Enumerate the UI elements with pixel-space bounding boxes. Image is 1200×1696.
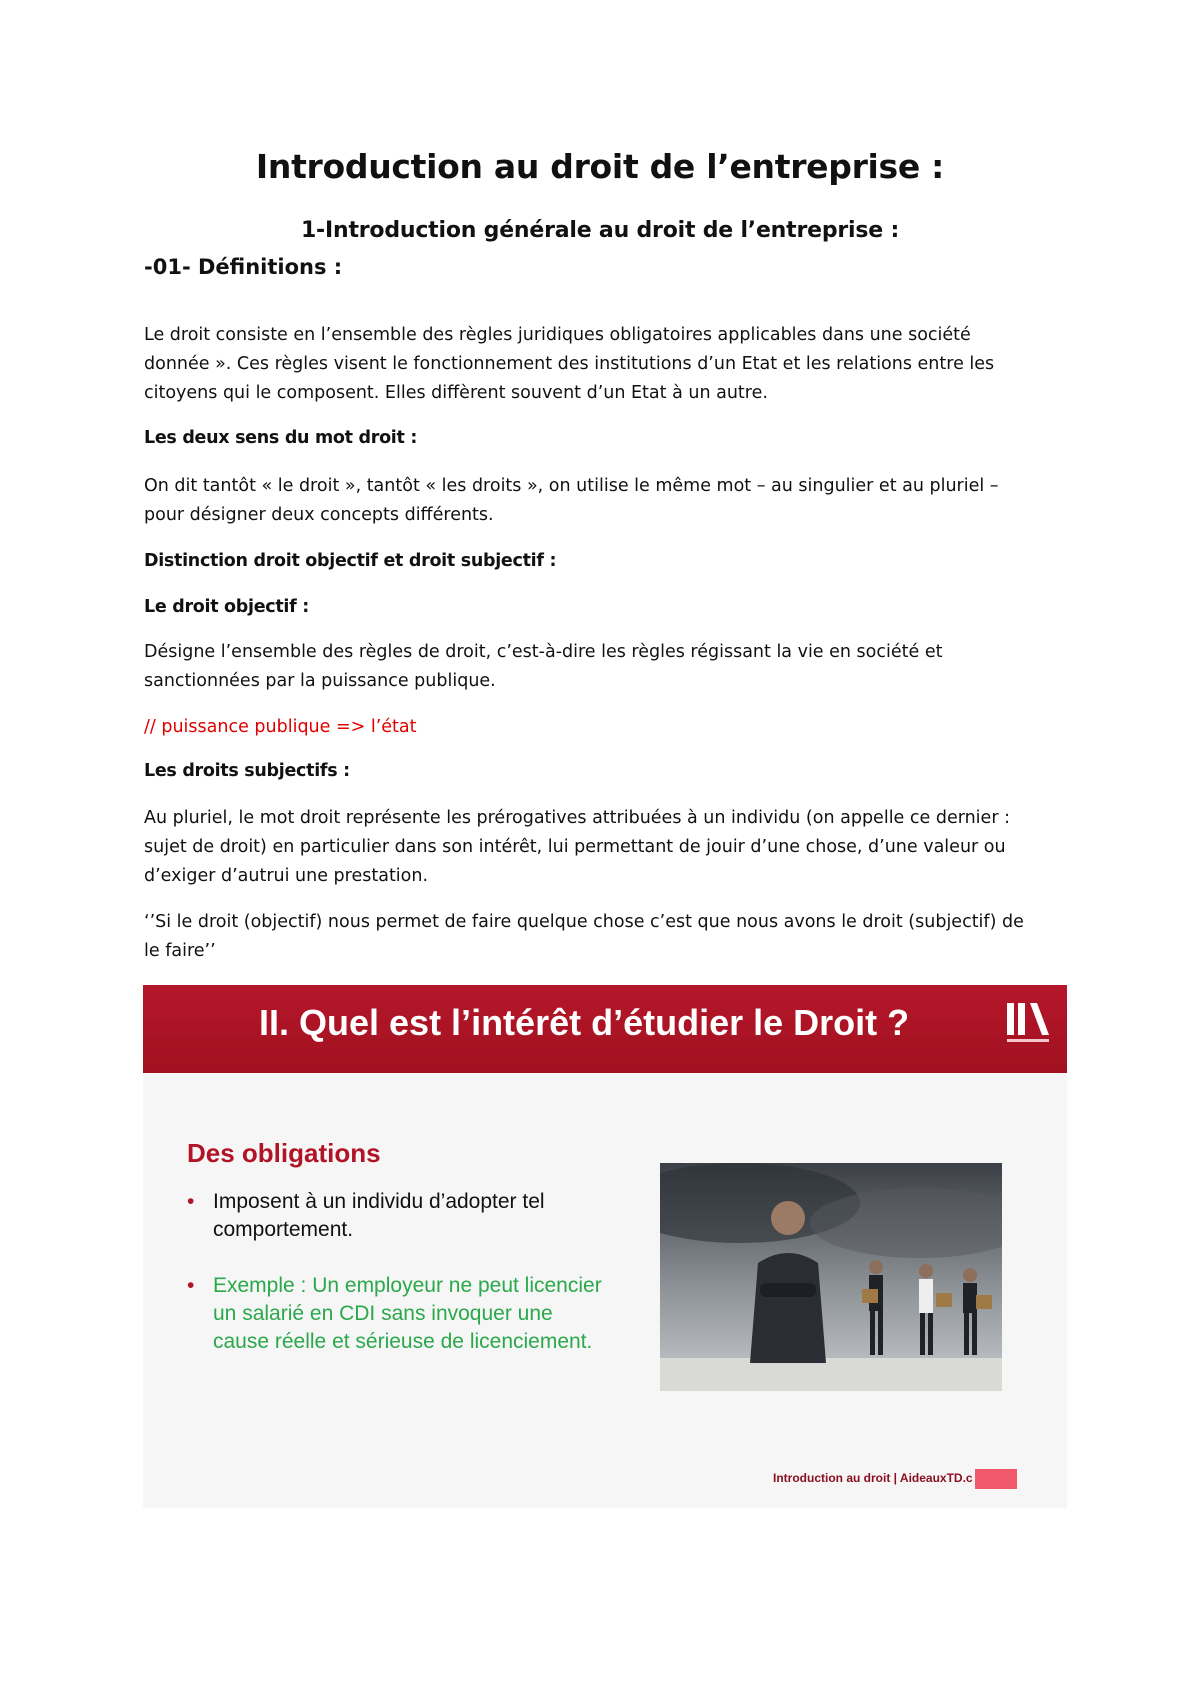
subjectifs-heading: Les droits subjectifs : xyxy=(144,761,350,781)
aideauxtd-logo-icon xyxy=(1003,997,1055,1049)
slide-title: II. Quel est l’intérêt d’étudier le Droit ? xyxy=(259,1002,910,1043)
slide-footer: Introduction au droit | AideauxTD.c xyxy=(773,1471,973,1485)
quote-paragraph: ‘’Si le droit (objectif) nous permet de faire quelque chose c’est que nous avons le droit (subjectif) de le faire’’ xyxy=(144,912,1024,961)
note-text: // puissance publique => l’état xyxy=(144,717,417,737)
objectif-paragraph: Désigne l’ensemble des règles de droit, c’est-à-dire les règles régissant la vie en société et sanctionnées par la puissance publique. xyxy=(144,642,943,691)
two-senses-heading: Les deux sens du mot droit : xyxy=(144,428,418,448)
bullet-dot-icon: • xyxy=(187,1190,195,1213)
document-subtitle: 1-Introduction générale au droit de l’entreprise : xyxy=(300,218,900,243)
two-senses-paragraph: On dit tantôt « le droit », tantôt « les droits », on utilise le même mot – au singulier et au pluriel – pour désigner deux concepts différents. xyxy=(144,476,999,525)
objectif-heading: Le droit objectif : xyxy=(144,597,309,617)
bullet-dot-icon: • xyxy=(187,1274,195,1297)
slide-banner xyxy=(143,985,1067,1073)
slide-heading: Des obligations xyxy=(187,1138,381,1168)
subjectifs-paragraph: Au pluriel, le mot droit représente les prérogatives attribuées à un individu (on appelle ce dernier : sujet de droit) en particulier dans son intérêt, lui permettant de jouir d’une chose, d’une valeur ou d’exiger d’autrui une prestation. xyxy=(144,808,1010,886)
document-title: Introduction au droit de l’entreprise : xyxy=(255,147,945,186)
definition-paragraph: Le droit consiste en l’ensemble des règles juridiques obligatoires applicables dans une société donnée ». Ces règles visent le fonctionnement des institutions d’un Etat et les relations entre les citoyens qui le composent. Elles diffèrent souvent d’un Etat à un autre. xyxy=(144,325,995,403)
distinction-heading: Distinction droit objectif et droit subjectif : xyxy=(144,551,557,571)
section-heading: -01- Définitions : xyxy=(144,255,343,279)
businessmen-photo xyxy=(660,1163,1002,1391)
slide-image: II. Quel est l’intérêt d’étudier le Droit ? Des obligations • Imposent à un individu d’adopter tel comportement. • Exemple : Un employeur ne peut licencier un salarié en CDI sans invoquer une cause réelle et sérieuse de licenciement. Introduction au droit | AideauxTD.c xyxy=(143,985,1067,1508)
footer-badge xyxy=(975,1469,1017,1489)
